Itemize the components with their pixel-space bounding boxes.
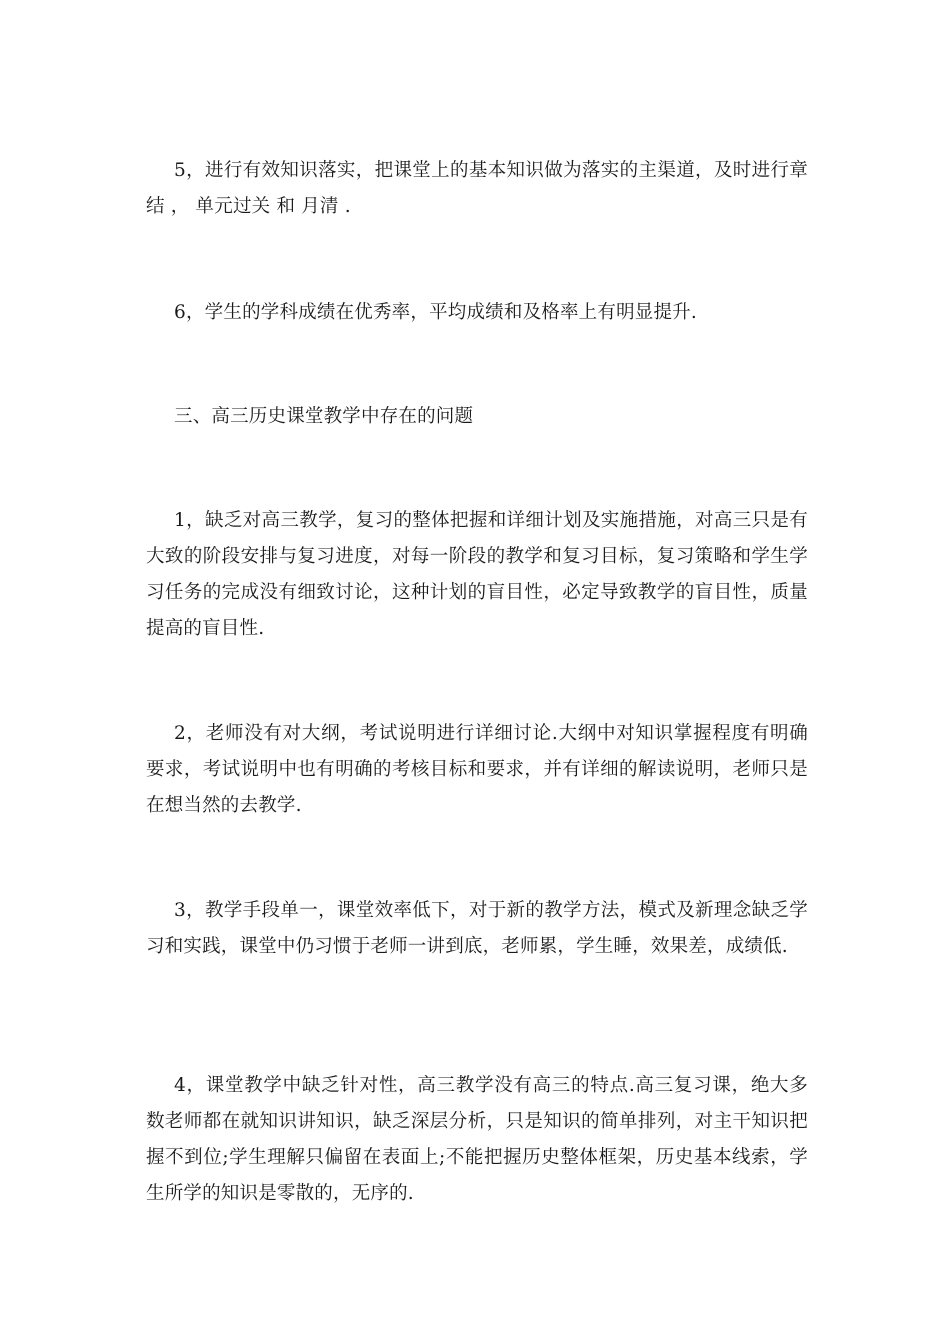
problem-item-4: 4，课堂教学中缺乏针对性，高三教学没有高三的特点.高三复习课，绝大多数老师都在就知识讲知识，缺乏深层分析，只是知识的简单排列，对主干知识把握不到位;学生理解只偏留在表面上;不能把握历史整体框架，历史基本线索，学生所学的知识是零散的，无序的. xyxy=(146,1075,808,1204)
problem-item-3: 3，教学手段单一，课堂效率低下，对于新的教学方法，模式及新理念缺乏学习和实践，课堂中仍习惯于老师一讲到底，老师累，学生睡，效果差，成绩低. xyxy=(146,900,808,957)
paragraph-item-6: 6，学生的学科成绩在优秀率，平均成绩和及格率上有明显提升. xyxy=(174,302,697,323)
section-heading: 三、高三历史课堂教学中存在的问题 xyxy=(174,406,474,427)
paragraph-item-5: 5，进行有效知识落实，把课堂上的基本知识做为落实的主渠道，及时进行章结 ， 单元过关 和 月清 . xyxy=(146,160,808,217)
problem-item-1: 1，缺乏对高三教学，复习的整体把握和详细计划及实施措施，对高三只是有大致的阶段安排与复习进度，对每一阶段的教学和复习目标，复习策略和学生学习任务的完成没有细致讨论，这种计划的盲目性，必定导致教学的盲目性，质量提高的盲目性. xyxy=(146,510,808,639)
problem-item-2: 2，老师没有对大纲，考试说明进行详细讨论.大纲中对知识掌握程度有明确要求，考试说明中也有明确的考核目标和要求，并有详细的解读说明，老师只是在想当然的去教学. xyxy=(146,723,808,816)
